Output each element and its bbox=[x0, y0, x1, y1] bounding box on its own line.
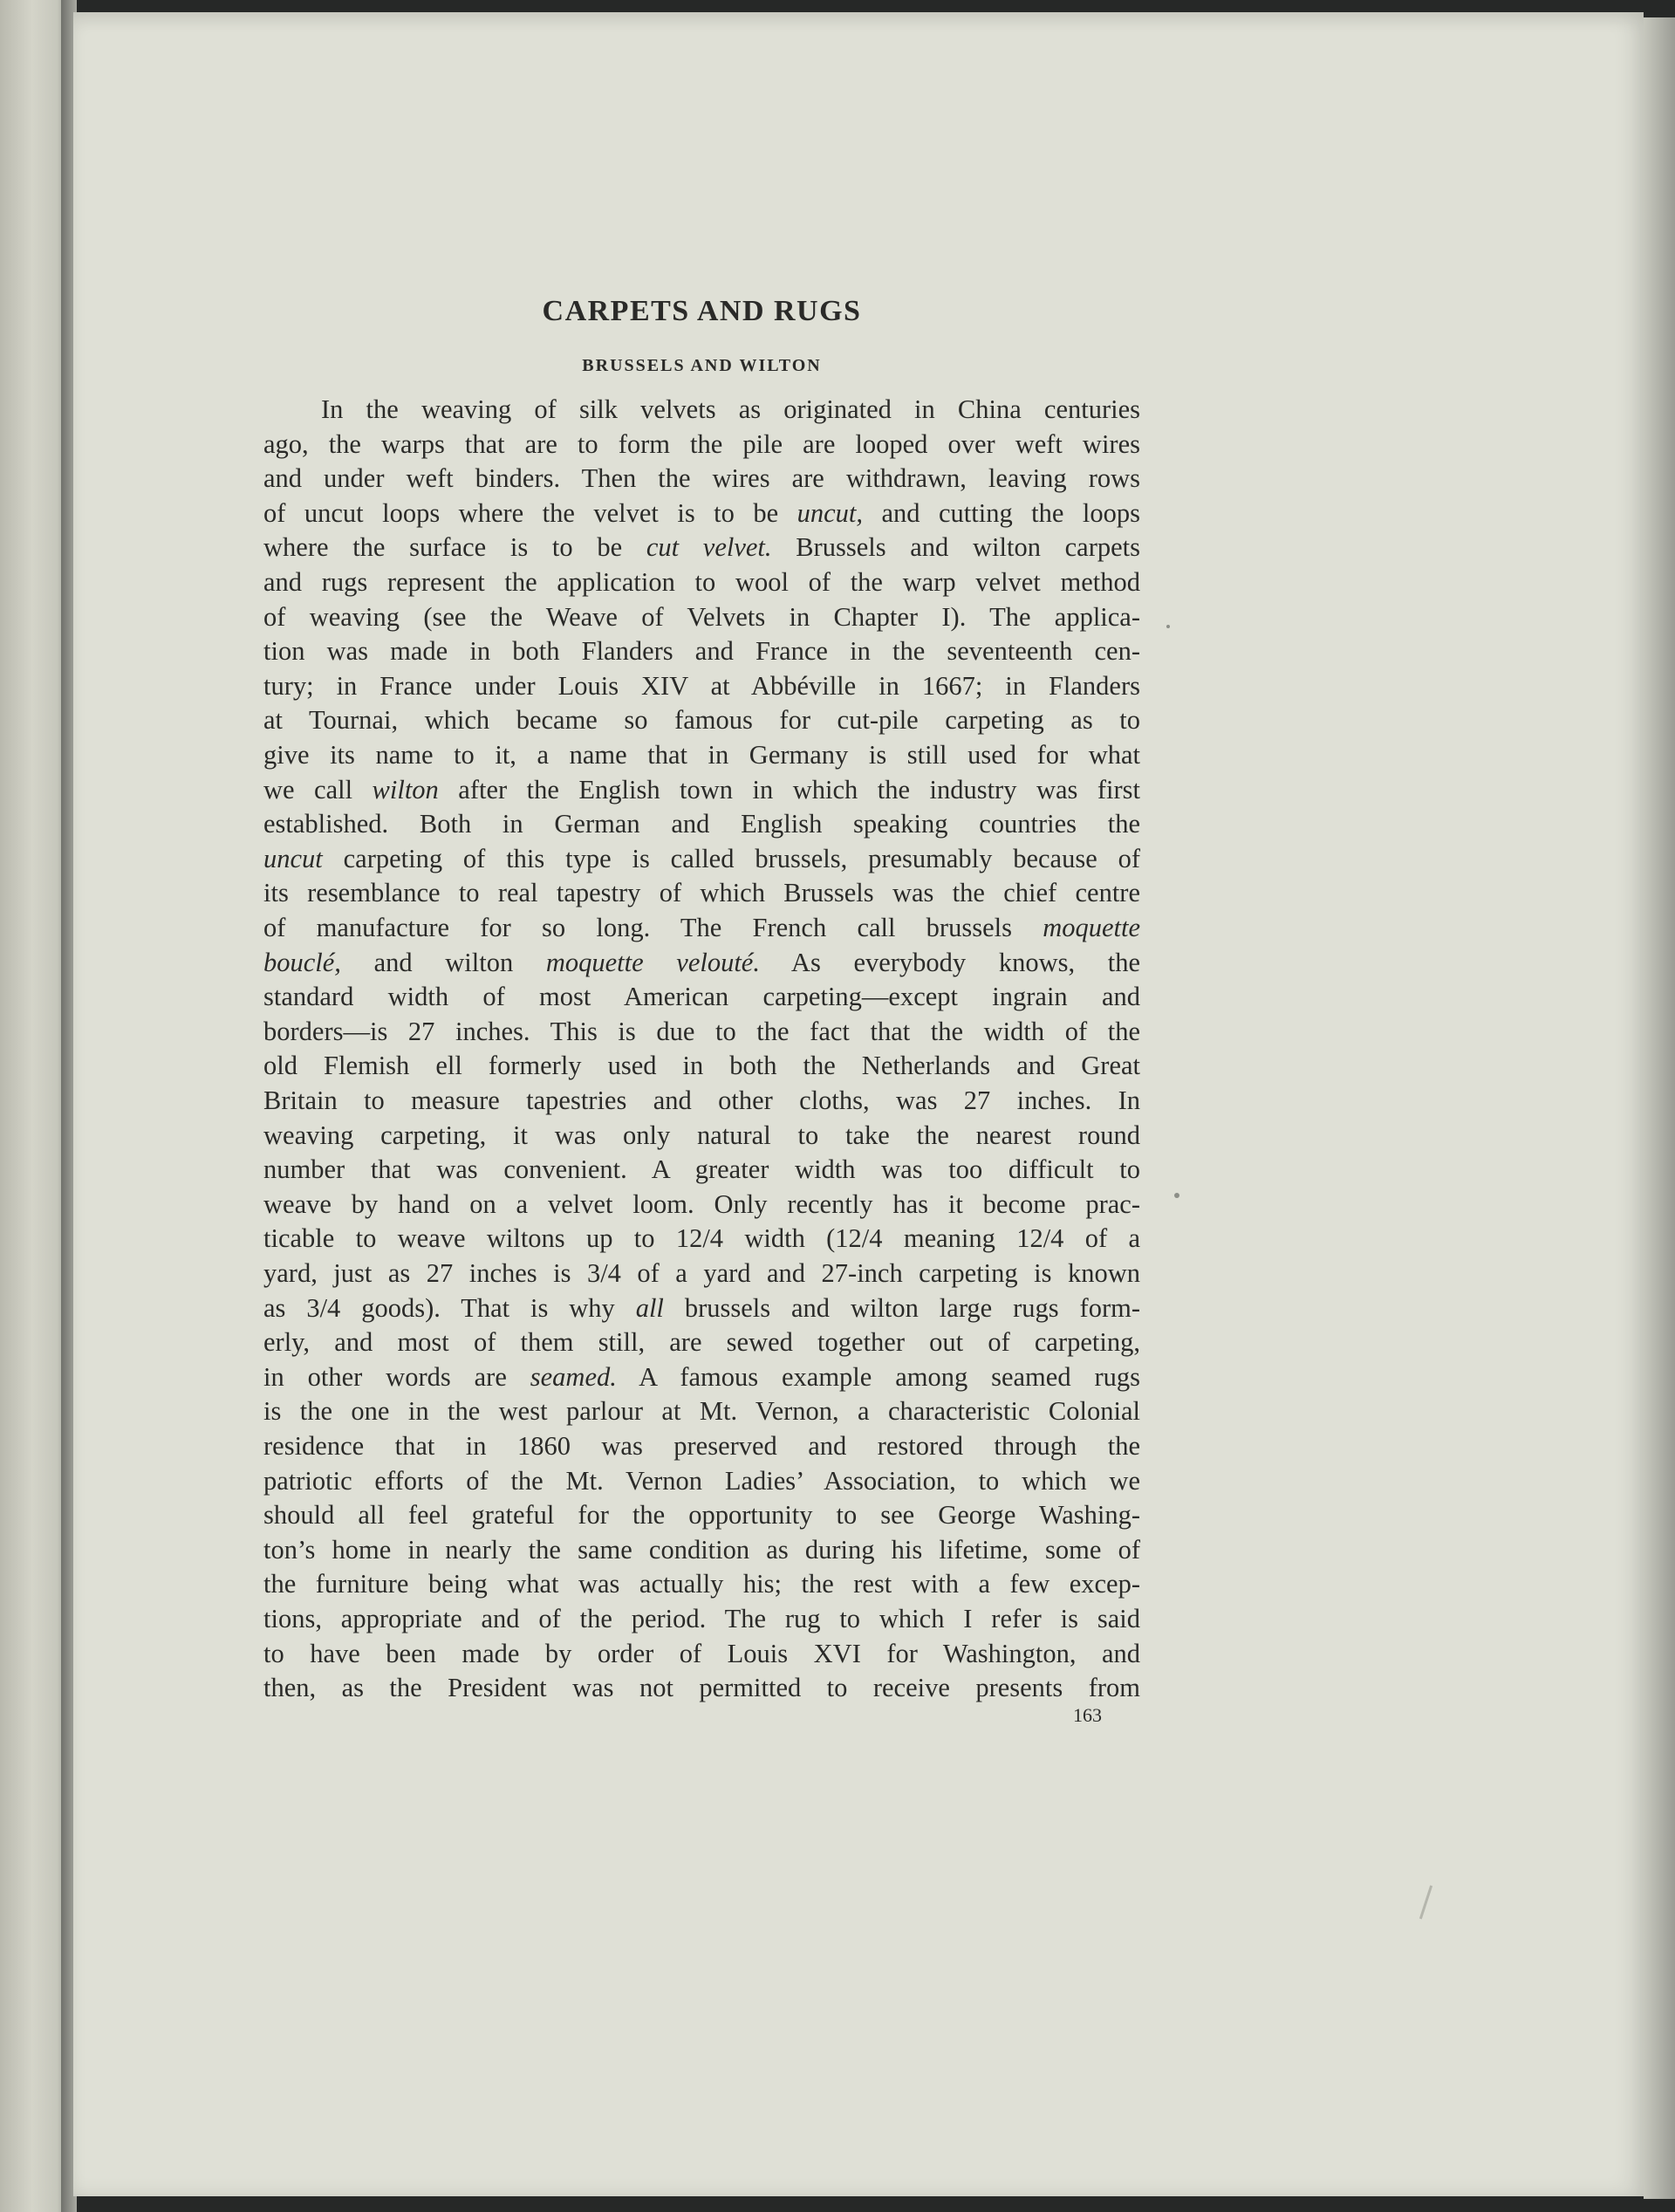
text-line: and under weft binders. Then the wires are withdrawn, leaving rows bbox=[263, 463, 1140, 494]
text-line: Britain to measure tapestries and other cloths, was 27 inches. In bbox=[263, 1085, 1140, 1115]
text-line: tury; in France under Louis XIV at Abbéville in 1667; in Flanders bbox=[263, 670, 1140, 701]
italic-term: uncut, bbox=[796, 497, 864, 528]
text-line: the furniture being what was actually his; the rest with a few excep- bbox=[263, 1569, 1140, 1599]
text-line: of uncut loops where the velvet is to be uncut, and cutting the loops bbox=[263, 497, 1140, 528]
text-line: at Tournai, which became so famous for cut-pile carpeting as to bbox=[263, 705, 1140, 736]
italic-term: seamed. bbox=[530, 1361, 617, 1392]
text-line: weave by hand on a velvet loom. Only recently has it become prac- bbox=[263, 1188, 1140, 1219]
text-line: residence that in 1860 was preserved and restored through the bbox=[263, 1431, 1140, 1461]
page-number: 163 bbox=[1073, 1704, 1102, 1726]
text-line: borders—is 27 inches. This is due to the fact that the width of the bbox=[263, 1016, 1140, 1046]
text-line: and rugs represent the application to wool of the warp velvet method bbox=[263, 567, 1140, 597]
text-line: then, as the President was not permitted to receive presents from bbox=[263, 1673, 1140, 1703]
text-line: number that was convenient. A greater width was too difficult to bbox=[263, 1154, 1140, 1185]
text-line: of weaving (see the Weave of Velvets in Chapter I). The applica- bbox=[263, 601, 1140, 632]
text-line: uncut carpeting of this type is called brussels, presumably because of bbox=[263, 843, 1140, 873]
text-line: patriotic efforts of the Mt. Vernon Ladies’ Association, to which we bbox=[263, 1465, 1140, 1496]
text-line: as 3/4 goods). That is why all brussels and wilton large rugs form- bbox=[263, 1292, 1140, 1323]
text-line: we call wilton after the English town in which the industry was first bbox=[263, 774, 1140, 805]
italic-term: bouclé, bbox=[263, 947, 341, 977]
italic-term: cut velvet. bbox=[646, 532, 772, 563]
text-line: standard width of most American carpeting—except ingrain and bbox=[263, 982, 1140, 1012]
chapter-title: CARPETS AND RUGS bbox=[542, 295, 862, 327]
text-line: weaving carpeting, it was only natural to take the nearest round bbox=[263, 1120, 1140, 1150]
page-edge-right bbox=[1644, 17, 1675, 2199]
text-line: erly, and most of them still, are sewed together out of carpeting, bbox=[263, 1327, 1140, 1358]
text-line: established. Both in German and English speaking countries the bbox=[263, 809, 1140, 839]
text-line: its resemblance to real tapestry of which Brussels was the chief centre bbox=[263, 878, 1140, 908]
italic-term: moquette bbox=[1043, 913, 1140, 942]
text-line: give its name to it, a name that in Germany is still used for what bbox=[263, 740, 1140, 770]
text-line: old Flemish ell formerly used in both the Netherlands and Great bbox=[263, 1051, 1140, 1081]
smudge-mark bbox=[1166, 625, 1170, 628]
text-line: in other words are seamed. A famous example among seamed rugs bbox=[263, 1361, 1140, 1392]
text-line: of manufacture for so long. The French call brussels moquette bbox=[263, 913, 1140, 942]
italic-term: wilton bbox=[372, 774, 439, 805]
text-line: is the one in the west parlour at Mt. Vernon, a characteristic Colonial bbox=[263, 1396, 1140, 1427]
text-line: tion was made in both Flanders and France in the seventeenth cen- bbox=[263, 636, 1140, 667]
text-line: should all feel grateful for the opportunity to see George Washing- bbox=[263, 1500, 1140, 1531]
italic-term: moquette velouté. bbox=[545, 947, 760, 977]
section-subtitle: BRUSSELS AND WILTON bbox=[582, 356, 822, 375]
text-line: to have been made by order of Louis XVI for Washington, and bbox=[263, 1638, 1140, 1668]
text-line: ticable to weave wiltons up to 12/4 width (12/4 meaning 12/4 of a bbox=[263, 1223, 1140, 1254]
text-line: In the weaving of silk velvets as originated in China centuries bbox=[321, 394, 1140, 424]
italic-term: all bbox=[635, 1292, 664, 1323]
text-line: where the surface is to be cut velvet. Brussels and wilton carpets bbox=[263, 532, 1141, 563]
text-line: tions, appropriate and of the period. The rug to which I refer is said bbox=[263, 1604, 1140, 1633]
text-line: bouclé, and wilton moquette velouté. As everybody knows, the bbox=[263, 947, 1140, 977]
italic-term: uncut bbox=[263, 843, 323, 873]
smudge-mark bbox=[1174, 1193, 1179, 1198]
text-line: yard, just as 27 inches is 3/4 of a yard and 27-inch carpeting is known bbox=[263, 1258, 1140, 1288]
text-line: ago, the warps that are to form the pile are looped over weft wires bbox=[263, 428, 1140, 459]
text-line: ton’s home in nearly the same condition as during his lifetime, some of bbox=[263, 1534, 1140, 1565]
